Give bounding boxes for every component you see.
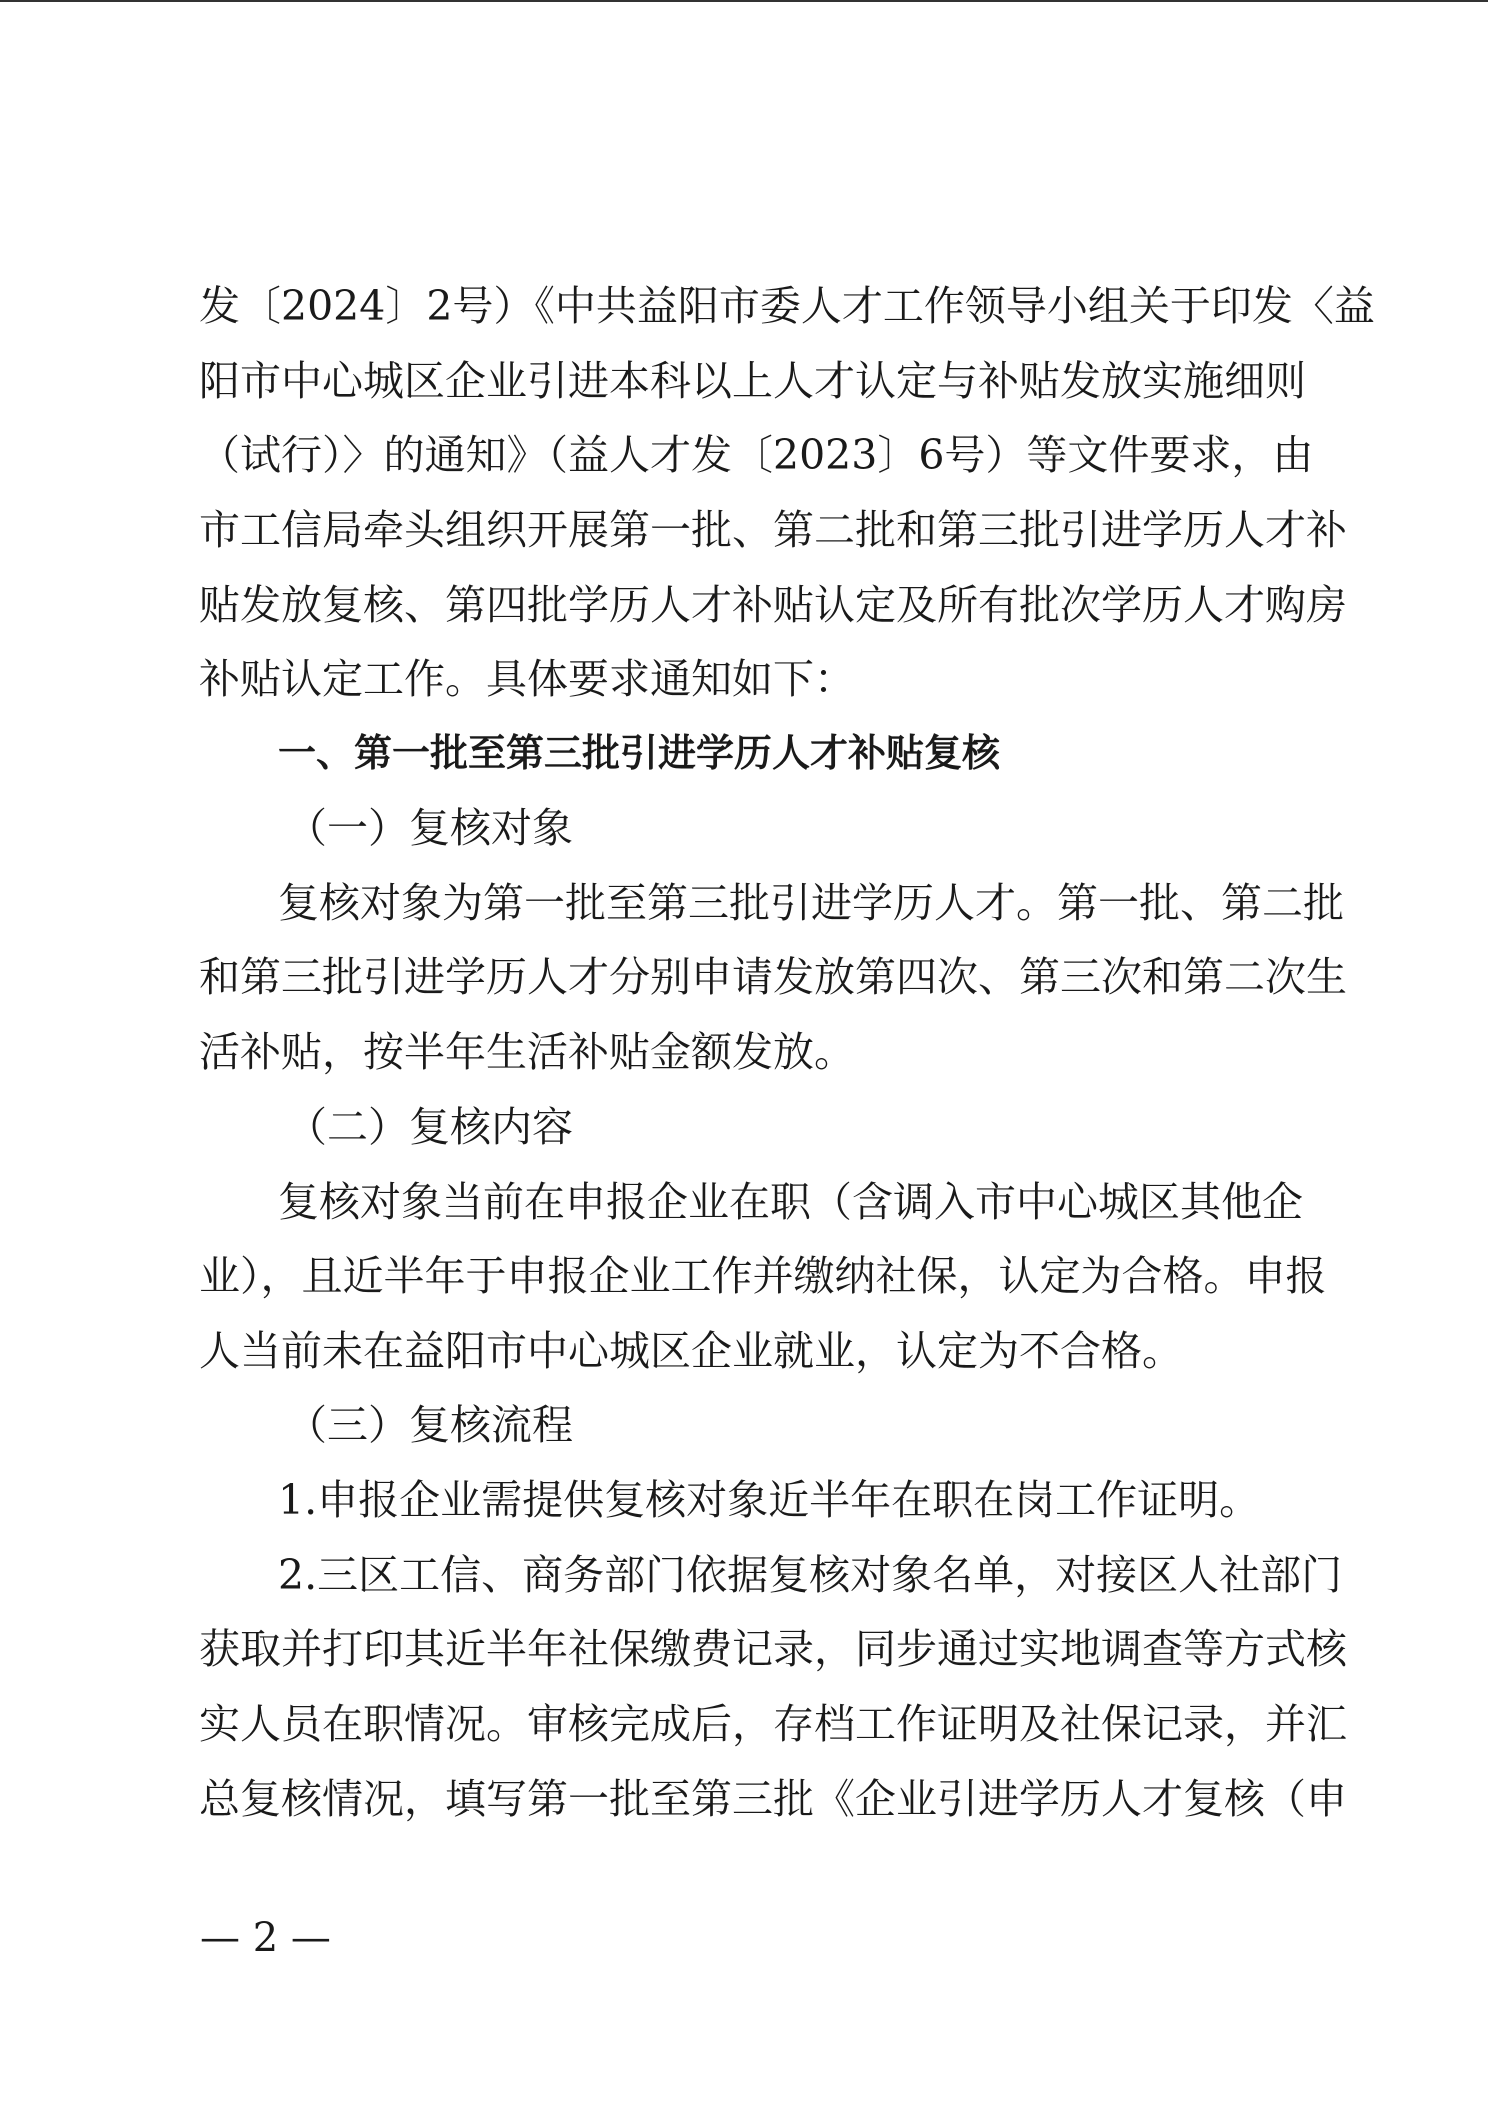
body-line: 复核对象为第一批至第三批引进学历人才。第一批、第二批 <box>278 879 1344 927</box>
body-line: 和第三批引进学历人才分别申请发放第四次、第三次和第二次生 <box>199 953 1347 1001</box>
body-line: 阳市中心城区企业引进本科以上人才认定与补贴发放实施细则 <box>199 357 1306 405</box>
body-line: （试行）〉的通知》（益人才发〔2023〕6号）等文件要求，由 <box>199 431 1314 479</box>
subsection-heading: （一）复核对象 <box>286 804 573 852</box>
body-line: 业），且近半年于申报企业工作并缴纳社保，认定为合格。申报 <box>199 1252 1327 1300</box>
body-line: 复核对象当前在申报企业在职（含调入市中心城区其他企 <box>278 1178 1303 1226</box>
body-line: 实人员在职情况。审核完成后，存档工作证明及社保记录，并汇 <box>199 1700 1347 1748</box>
body-line: 补贴认定工作。具体要求通知如下： <box>199 655 855 703</box>
body-line: 市工信局牵头组织开展第一批、第二批和第三批引进学历人才补 <box>199 506 1347 554</box>
body-line: 2.三区工信、商务部门依据复核对象名单，对接区人社部门 <box>278 1551 1343 1599</box>
page-top-border <box>0 0 1488 2</box>
body-line: 1.申报企业需提供复核对象近半年在职在岗工作证明。 <box>278 1476 1261 1524</box>
body-line: 活补贴，按半年生活补贴金额发放。 <box>199 1028 855 1076</box>
body-line: 贴发放复核、第四批学历人才补贴认定及所有批次学历人才购房 <box>199 581 1347 629</box>
subsection-heading: （三）复核流程 <box>286 1401 573 1449</box>
body-line: 发〔2024〕2号）《中共益阳市委人才工作领导小组关于印发〈益 <box>199 282 1375 330</box>
body-line: 人当前未在益阳市中心城区企业就业，认定为不合格。 <box>199 1327 1183 1375</box>
page-number: — 2 — <box>200 1915 331 1961</box>
body-line: 总复核情况，填写第一批至第三批《企业引进学历人才复核（申 <box>199 1775 1347 1823</box>
section-heading: 一、第一批至第三批引进学历人才补贴复核 <box>278 731 1001 775</box>
subsection-heading: （二）复核内容 <box>286 1103 573 1151</box>
body-line: 获取并打印其近半年社保缴费记录，同步通过实地调查等方式核 <box>199 1625 1347 1673</box>
